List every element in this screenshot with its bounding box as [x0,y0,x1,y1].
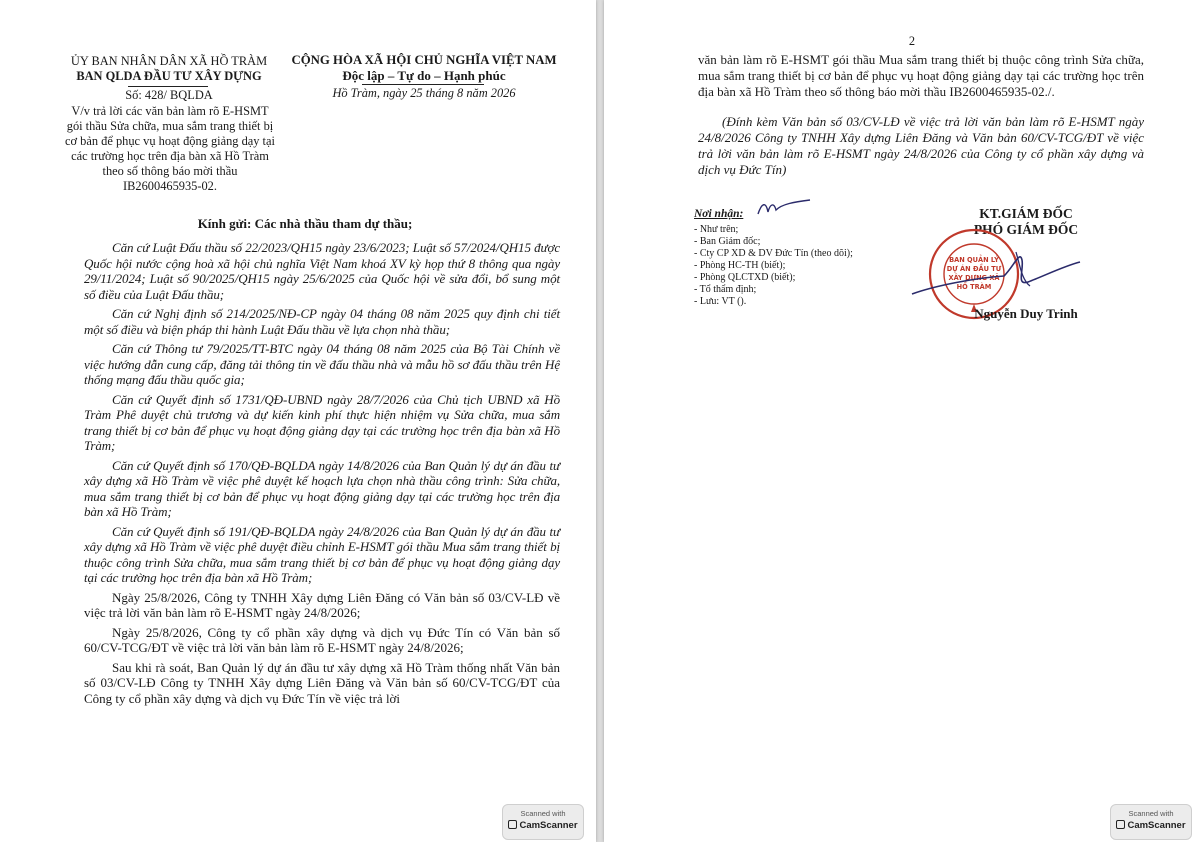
continuation-paragraph: văn bản làm rõ E-HSMT gói thầu Mua sắm trang thiết bị thuộc công trình Sửa chữa, mua sắm trang thiết bị cơ bản để phục vụ hoạt động giảng dạy tại các trường học trên địa bàn xã Hồ Tràm theo số thông báo mời thầu IB2600465935-02./. [698,52,1144,99]
initial-mark [754,196,814,220]
body-paragraph: Sau khi rà soát, Ban Quản lý dự án đầu tư xây dựng xã Hồ Tràm thống nhất Văn bản số 03/CV-LĐ Công ty TNHH Xây dựng Liên Đăng và Văn bản số 60/CV-TCG/ĐT của Công ty cổ phần xây dựng và dịch vụ Đức Tín về việc trả lời [84,659,560,706]
recipient-item: - Tổ thẩm định; [694,283,757,295]
signer-name: Nguyễn Duy Trinh [974,306,1078,321]
national-motto: Độc lập – Tự do – Hạnh phúc [342,68,506,83]
document-subject: V/v trả lời các văn bản làm rõ E-HSMT gói thầu Sửa chữa, mua sắm trang thiết bị cơ bản để phục vụ hoạt động giảng dạy tại các trường học trên địa bàn xã Hồ Tràm theo số thông báo mời thầu IB2600465935-02. [65,104,275,193]
agency-underline [128,86,208,87]
camscanner-icon [508,820,517,829]
svg-text:BAN QUẢN LÝ: BAN QUẢN LÝ [949,256,999,264]
recipient-item: - Như trên; [694,223,739,235]
national-title: CỘNG HÒA XÃ HỘI CHỦ NGHĨA VIỆT NAM [291,53,557,67]
document-page-1 [0,0,596,842]
agency-name [62,54,276,84]
recipient-item: - Phòng QLCTXD (biết); [694,271,796,283]
recipients-list [694,224,914,308]
salutation: Kính gửi: Các nhà thầu tham dự thầu; [197,216,413,231]
recipient-item: - Ban Giám đốc; [694,235,761,247]
camscanner-caption: Scanned with [1128,809,1174,818]
document-page-2 [604,0,1200,842]
svg-text:HỒ TRÀM: HỒ TRÀM [956,283,992,291]
body-paragraph: Căn cứ Quyết định số 1731/QĐ-UBND ngày 28/7/2026 của Chủ tịch UBND xã Hồ Tràm Phê duyệt chủ trương và dự kiến kinh phí thực hiện nhiệm vụ Sửa chữa, mua sắm trang thiết bị cơ bản để phục vụ hoạt động giảng dạy tại các trường học trên địa bàn xã Hồ Tràm; [84,391,560,453]
document-date: Hồ Tràm, ngày 25 tháng 8 năm 2026 [332,86,516,100]
camscanner-icon [1116,820,1125,829]
camscanner-brand: CamScanner [1111,820,1191,831]
body-paragraph: Ngày 25/8/2026, Công ty TNHH Xây dựng Liên Đăng có Văn bản số 03/CV-LĐ về việc trả lời văn bản làm rõ E-HSMT ngày 24/8/2026; [84,589,560,620]
svg-text:XÂY DỰNG XÃ: XÂY DỰNG XÃ [948,274,1000,282]
camscanner-brand: CamScanner [503,820,583,831]
body-paragraph: Căn cứ Nghị định số 214/2025/NĐ-CP ngày 04 tháng 08 năm 2025 quy định chi tiết một số điều và biện pháp thi hành Luật Đấu thầu về lựa chọn nhà thầu; [84,306,560,337]
recipients-block [694,208,914,308]
handwritten-signature [904,236,1084,306]
camscanner-badge [502,804,584,840]
body-paragraph: Căn cứ Luật Đấu thầu số 22/2023/QH15 ngày 23/6/2023; Luật số 57/2024/QH15 được Quốc hội nước cộng hoà xã hội chủ nghĩa Việt Nam khoá XV kỳ họp thứ 8 thông qua ngày 29/11/2024; Luật số 90/2025/QH15 ngày 25/6/2025 của Quốc hội về sửa đổi, bổ sung một số điều của Luật Đấu thầu; [84,240,560,302]
recipient-item: - Phòng HC-TH (biết); [694,259,786,271]
recipient-item: - Cty CP XD & DV Đức Tín (theo dõi); [694,247,853,259]
agency-line1: ỦY BAN NHÂN DÂN XÃ HỒ TRÀM [70,54,268,68]
document-body [84,240,560,706]
body-paragraph: Căn cứ Thông tư 79/2025/TT-BTC ngày 04 tháng 08 năm 2025 của Bộ Tài Chính về việc hướng dẫn cung cấp, đăng tải thông tin về đấu thầu nhà và mẫu hồ sơ đấu thầu trên Hệ thống mạng đấu thầu quốc gia; [84,341,560,387]
body-paragraph: Căn cứ Quyết định số 170/QĐ-BQLDA ngày 14/8/2026 của Ban Quản lý dự án đầu tư xây dựng xã Hồ Tràm về việc phê duyệt kế hoạch lựa chọn nhà thầu công trình: Sửa chữa, mua sắm trang thiết bị cơ bản để phục vụ hoạt động giảng dạy tại các trường học trên địa bàn xã Hồ Tràm; [84,457,560,519]
body-paragraph: Ngày 25/8/2026, Công ty cổ phần xây dựng và dịch vụ Đức Tín có Văn bản số 60/CV-TCG/ĐT về việc trả lời văn bản làm rõ E-HSMT ngày 24/8/2026; [84,624,560,655]
signer-title-line2: PHÓ GIÁM ĐỐC [973,222,1079,237]
page-number: 2 [908,34,916,48]
motto-underline [362,84,484,85]
body-paragraph: Căn cứ Quyết định số 191/QĐ-BQLDA ngày 24/8/2026 của Ban Quản lý dự án đầu tư xây dựng xã Hồ Tràm về việc phê duyệt điều chỉnh E-HSMT gói thầu Mua sắm trang thiết bị thuộc công trình Sửa chữa, mua sắm trang thiết bị cơ bản để phục vụ hoạt động giảng dạy tại các trường học trên địa bàn xã Hồ Tràm; [84,523,560,585]
recipients-title: Nơi nhận: [694,208,744,220]
attachment-note: (Đính kèm Văn bản số 03/CV-LĐ về việc trả lời văn bản làm rõ E-HSMT ngày 24/8/2026 Công ty TNHH Xây dựng Liên Đăng và Văn bản 60/CV-TCG/ĐT về việc trả lời văn bản làm rõ E-HSMT ngày 24/8/2026 của Công ty cổ phần xây dựng và dịch vụ Đức Tín) [698,114,1144,177]
recipient-item: - Lưu: VT (). [694,295,747,307]
agency-line2: BAN QLDA ĐẦU TƯ XÂY DỰNG [76,69,262,83]
national-header [282,52,566,84]
document-number: Số: 428/ BQLDA [125,88,213,102]
svg-text:DỰ ÁN ĐẦU TƯ: DỰ ÁN ĐẦU TƯ [946,265,1002,273]
camscanner-caption: Scanned with [520,809,566,818]
signer-title-line1: KT.GIÁM ĐỐC [979,206,1073,221]
camscanner-badge [1110,804,1192,840]
